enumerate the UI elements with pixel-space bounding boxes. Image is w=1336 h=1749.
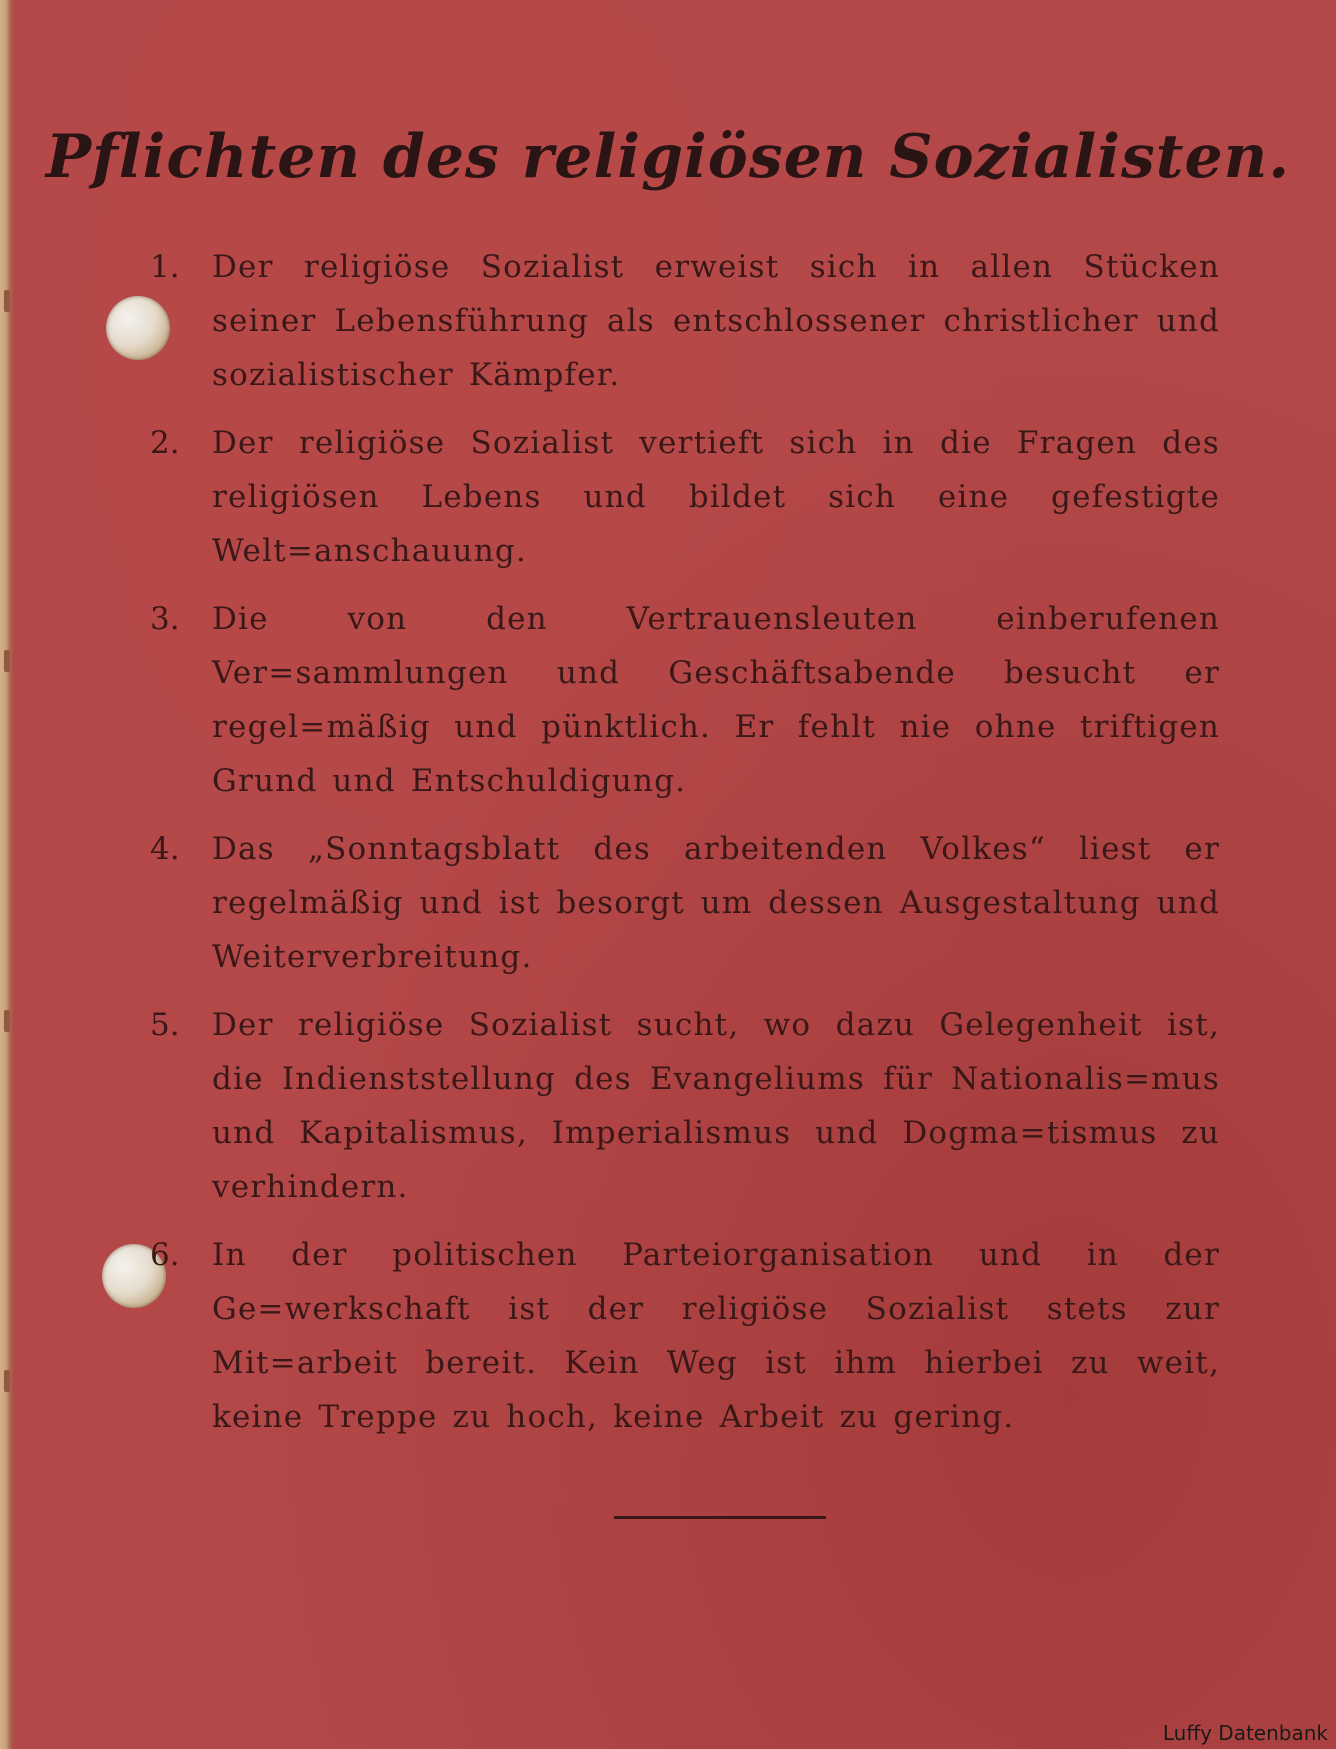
closing-divider xyxy=(614,1516,826,1519)
duty-number: 6. xyxy=(150,1237,180,1273)
duty-number: 3. xyxy=(150,601,180,637)
duty-text: Das „Sonntagsblatt des arbeitenden Volkes“ liest er regelmäßig und ist besorgt um dessen Ausgestaltung und Weiterverbreitung. xyxy=(212,831,1220,975)
duty-number: 2. xyxy=(150,425,180,461)
list-item xyxy=(150,822,1220,984)
duties-list xyxy=(150,240,1220,1458)
duty-text: Der religiöse Sozialist erweist sich in allen Stücken seiner Lebensführung als entschlossener christlicher und sozialistischer Kämpfer. xyxy=(212,249,1220,393)
watermark-text: Luffy Datenbank xyxy=(1162,1721,1328,1745)
list-item xyxy=(150,1228,1220,1444)
duty-number: 4. xyxy=(150,831,180,867)
binding-stitch xyxy=(4,290,10,312)
binding-stitch xyxy=(4,1370,10,1392)
list-item xyxy=(150,240,1220,402)
duty-text: Der religiöse Sozialist vertieft sich in die Fragen des religiösen Lebens und bildet sich eine gefestigte Welt=anschauung. xyxy=(212,425,1220,569)
duty-number: 5. xyxy=(150,1007,180,1043)
duty-text: Die von den Vertrauensleuten einberufenen Ver=sammlungen und Geschäftsabende besucht er regel=mäßig und pünktlich. Er fehlt nie ohne triftigen Grund und Entschuldigung. xyxy=(212,601,1220,799)
duty-text: Der religiöse Sozialist sucht, wo dazu Gelegenheit ist, die Indienststellung des Evangeliums für Nationalis=mus und Kapitalismus, Imperialismus und Dogma=tismus zu verhindern. xyxy=(212,1007,1220,1205)
binding-spine xyxy=(0,0,14,1749)
binding-stitch xyxy=(4,650,10,672)
duty-text: In der politischen Parteiorganisation und in der Ge=werkschaft ist der religiöse Sozialist stets zur Mit=arbeit bereit. Kein Weg ist ihm hierbei zu weit, keine Treppe zu hoch, keine Arbeit zu gering. xyxy=(212,1237,1220,1435)
binding-stitch xyxy=(4,1010,10,1032)
list-item xyxy=(150,416,1220,578)
list-item xyxy=(150,592,1220,808)
page-title: Pflichten des religiösen Sozialisten. xyxy=(45,122,1291,192)
list-item xyxy=(150,998,1220,1214)
duty-number: 1. xyxy=(150,249,180,285)
